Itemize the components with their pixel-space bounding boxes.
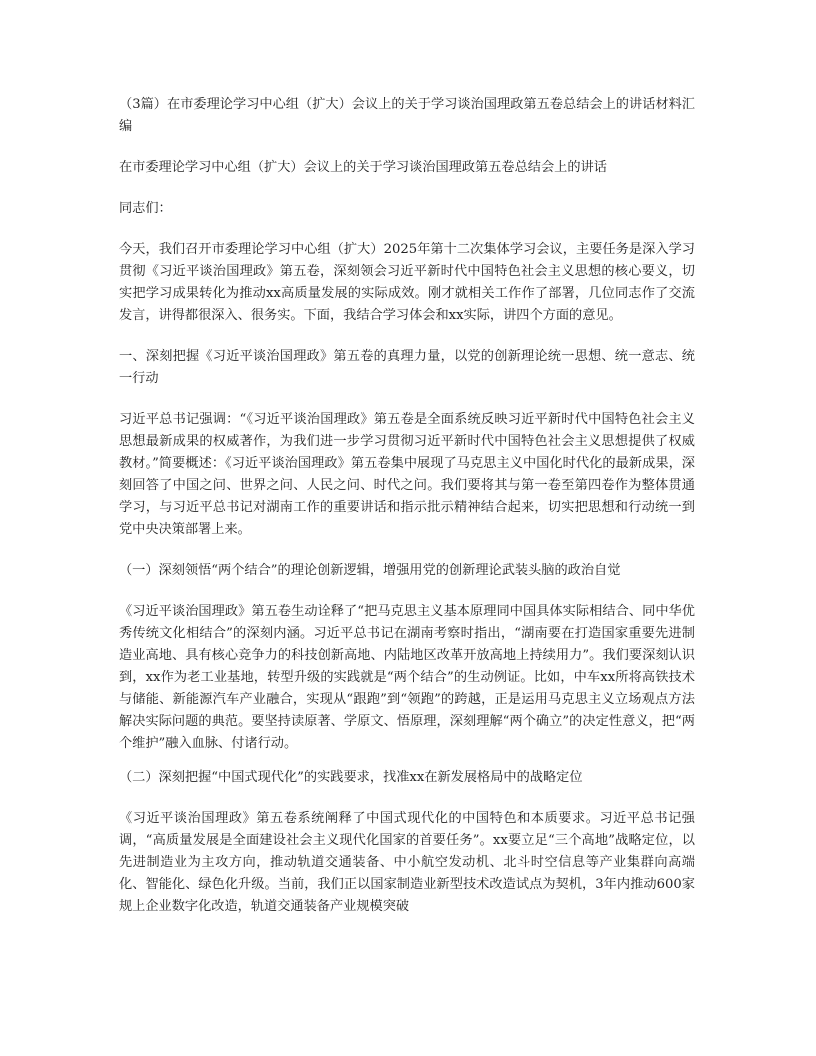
subsection-heading-2: （二）深刻把握“中国式现代化”的实践要求，找准xx在新发展格局中的战略定位	[119, 770, 583, 785]
paragraph-two-combinations: 《习近平谈治国理政》第五卷生动诠释了“把马克思主义基本原理同中国具体实际相结合、同中华优秀传统文化相结合”的深刻内涵。习近平总书记在湖南考察时指出，“湖南要在打造国家重要先进制造业高地、具有核心竞争力的科技创新高地、内陆地区改革开放高地上持续用力”。我们要深刻认识到，xx作为老工业基地，转型升级的实践就是“两个结合”的生动例证。比如，中车xx所将高铁技术与储能、新能源汽车产业融合，实现从“跟跑”到“领跑”的跨越，正是运用马克思主义立场观点方法解决实际问题的典范。要坚持读原著、学原文、悟原理，深刻理解“两个确立”的决定性意义，把“两个维护”融入血脉、付诸行动。	[119, 604, 695, 751]
paragraph-modernization: 《习近平谈治国理政》第五卷系统阐释了中国式现代化的中国特色和本质要求。习近平总书记强调，“高质量发展是全面建设社会主义现代化国家的首要任务”。xx要立足“三个高地”战略定位，以先进制造业为主攻方向，推动轨道交通装备、中小航空发动机、北斗时空信息等产业集群向高端化、智能化、绿色化升级。当前，我们正以国家制造业新型技术改造试点为契机，3年内推动600家规上企业数字化改造，轨道交通装备产业规模突破	[119, 811, 695, 914]
subsection-heading-1: （一）深刻领悟“两个结合”的理论创新逻辑，增强用党的创新理论武装头脑的政治自觉	[119, 563, 621, 578]
paragraph-intro: 今天，我们召开市委理论学习中心组（扩大）2025年第十二次集体学习会议，主要任务是深入学习贯彻《习近平谈治国理政》第五卷，深刻领会习近平新时代中国特色社会主义思想的核心要义，切实把学习成果转化为推动xx高质量发展的实际成效。刚才就相关工作作了部署，几位同志作了交流发言，讲得都很深入、很务实。下面，我结合学习体会和xx实际，讲四个方面的意见。	[119, 242, 695, 323]
document-page	[119, 94, 695, 918]
speech-title: 在市委理论学习中心组（扩大）会议上的关于学习谈治国理政第五卷总结会上的讲话	[119, 160, 607, 175]
document-title: （3篇）在市委理论学习中心组（扩大）会议上的关于学习谈治国理政第五卷总结会上的讲话材料汇编	[119, 97, 695, 134]
salutation: 同志们：	[119, 201, 172, 216]
paragraph-quote: 习近平总书记强调：“《习近平谈治国理政》第五卷是全面系统反映习近平新时代中国特色社会主义思想最新成果的权威著作，为我们进一步学习贯彻习近平新时代中国特色社会主义思想提供了权威教材。”简要概述：《习近平谈治国理政》第五卷集中展现了马克思主义中国化时代化的最新成果，深刻回答了中国之问、世界之问、人民之问、时代之问。我们要将其与第一卷至第四卷作为整体贯通学习，与习近平总书记对湖南工作的重要讲话和指示批示精神结合起来，切实把思想和行动统一到党中央决策部署上来。	[119, 412, 695, 537]
section-heading-1: 一、深刻把握《习近平谈治国理政》第五卷的真理力量，以党的创新理论统一思想、统一意志、统一行动	[119, 349, 695, 386]
